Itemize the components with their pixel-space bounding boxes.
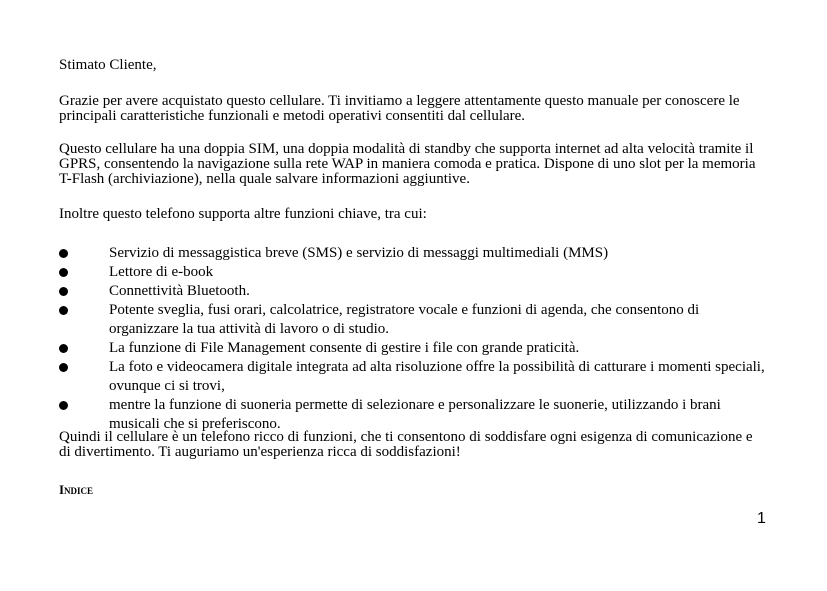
key-functions-lead: Inoltre questo telefono supporta altre funzioni chiave, tra cui: xyxy=(59,206,427,222)
list-item-text: Potente sveglia, fusi orari, calcolatrice, registratore vocale e funzioni di agenda, che consentono di organizzare la tua attività di lavoro o di studio. xyxy=(109,302,700,337)
features-paragraph: Questo cellulare ha una doppia SIM, una doppia modalità di standby che supporta internet ad alta velocità tramite il GPRS, consentendo la navigazione sulla rete WAP in maniera comoda e pratica. Dispone di uno slot per la memoria T-Flash (archiviazione), nella quale salvare informazioni aggiuntive. xyxy=(59,141,756,187)
list-item-text: La foto e videocamera digitale integrata ad alta risoluzione offre la possibilità di catturare i momenti speciali, ovunque ci si trovi, xyxy=(109,359,765,394)
list-item xyxy=(59,358,769,396)
feature-list xyxy=(59,244,769,434)
greeting: Stimato Cliente, xyxy=(59,57,157,73)
list-item xyxy=(59,301,769,339)
page-number: 1 xyxy=(757,510,766,527)
closing-paragraph: Quindi il cellulare è un telefono ricco di funzioni, che ti consentono di soddisfare ogni esigenza di comunicazione e di divertimento. Ti auguriamo un'esperienza ricca di soddisfazioni! xyxy=(59,429,753,460)
bullet-dot-icon xyxy=(59,268,68,277)
bullet-dot-icon xyxy=(59,249,68,258)
list-item-text: La funzione di File Management consente di gestire i file con grande praticità. xyxy=(109,340,580,356)
list-item-text: Lettore di e-book xyxy=(109,264,214,280)
list-item-text: Servizio di messaggistica breve (SMS) e servizio di messaggi multimediali (MMS) xyxy=(109,245,609,261)
list-item xyxy=(59,263,769,282)
bullet-dot-icon xyxy=(59,344,68,353)
bullet-dot-icon xyxy=(59,401,68,410)
list-item xyxy=(59,339,769,358)
intro-paragraph: Grazie per avere acquistato questo cellulare. Ti invitiamo a leggere attentamente questo manuale per conoscere le principali caratteristiche funzionali e metodi operativi consentiti dal cellulare. xyxy=(59,93,740,124)
bullet-dot-icon xyxy=(59,306,68,315)
index-heading: Indice xyxy=(59,482,94,497)
list-item xyxy=(59,282,769,301)
bullet-dot-icon xyxy=(59,363,68,372)
list-item-text: mentre la funzione di suoneria permette di selezionare e personalizzare le suonerie, utilizzando i brani musicali che si preferiscono. xyxy=(109,397,721,432)
list-item-text: Connettività Bluetooth. xyxy=(109,283,250,299)
list-item xyxy=(59,244,769,263)
bullet-dot-icon xyxy=(59,287,68,296)
